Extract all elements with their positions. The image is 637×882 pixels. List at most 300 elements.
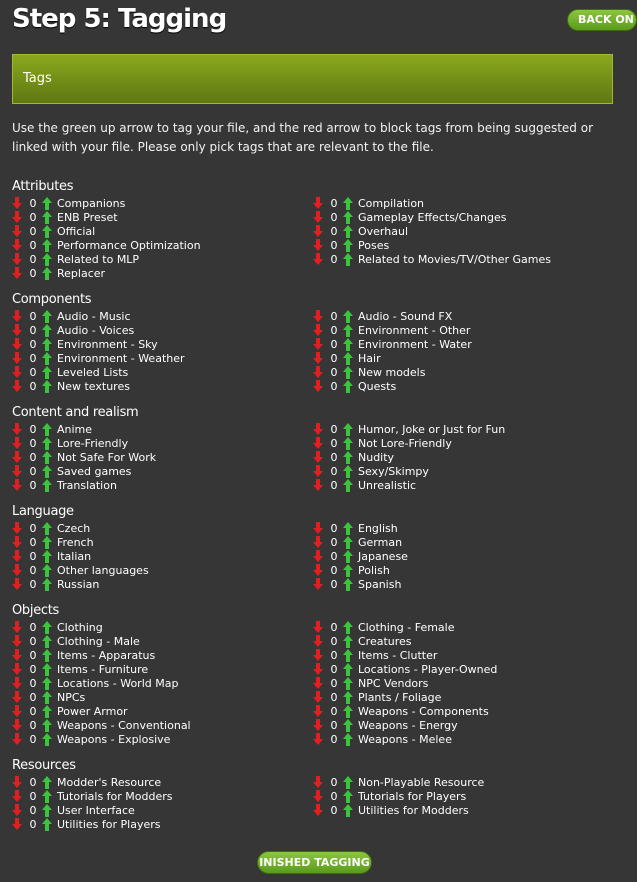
- tag-up-arrow-icon[interactable]: [343, 677, 353, 690]
- category-title: Content and realism: [12, 405, 139, 420]
- tag-row: [313, 718, 458, 732]
- tag-vote-count: 0: [29, 379, 37, 393]
- tag-row: [313, 436, 452, 450]
- tag-up-arrow-icon[interactable]: [343, 451, 353, 464]
- tag-vote-count: 0: [330, 577, 338, 591]
- tag-vote-count: 0: [29, 563, 37, 577]
- tag-up-arrow-icon[interactable]: [343, 437, 353, 450]
- tag-up-arrow-icon[interactable]: [343, 719, 353, 732]
- tag-label: Lore-Friendly: [57, 436, 129, 450]
- tag-up-arrow-icon[interactable]: [343, 380, 353, 393]
- tag-row: [313, 309, 452, 323]
- tag-row: [12, 252, 139, 266]
- block-tag-arrow-icon[interactable]: [12, 536, 22, 549]
- tag-vote-count: 0: [330, 323, 338, 337]
- tag-vote-count: 0: [29, 634, 37, 648]
- tag-up-arrow-icon[interactable]: [343, 621, 353, 634]
- tag-label: Items - Clutter: [358, 648, 438, 662]
- tag-row: [12, 662, 148, 676]
- tag-label: Tutorials for Modders: [57, 789, 173, 803]
- tag-up-arrow-icon[interactable]: [42, 776, 52, 789]
- tag-row: [313, 732, 452, 746]
- tag-up-arrow-icon[interactable]: [42, 564, 52, 577]
- block-tag-arrow-icon[interactable]: [12, 423, 22, 436]
- tag-up-arrow-icon[interactable]: [343, 649, 353, 662]
- tag-row: [12, 817, 160, 831]
- tag-label: Weapons - Components: [358, 704, 489, 718]
- block-tag-arrow-icon[interactable]: [12, 621, 22, 634]
- block-tag-arrow-icon[interactable]: [12, 804, 22, 817]
- tag-up-arrow-icon[interactable]: [343, 253, 353, 266]
- tag-label: Clothing: [57, 620, 103, 634]
- tag-up-arrow-icon[interactable]: [343, 479, 353, 492]
- block-tag-arrow-icon[interactable]: [12, 578, 22, 591]
- tag-up-arrow-icon[interactable]: [42, 267, 52, 280]
- tag-label: Locations - Player-Owned: [358, 662, 498, 676]
- tag-label: Anime: [57, 422, 93, 436]
- tag-row: [12, 732, 170, 746]
- tag-row: [12, 266, 105, 280]
- block-tag-arrow-icon[interactable]: [313, 239, 323, 252]
- tag-label: Utilities for Modders: [358, 803, 469, 817]
- block-tag-arrow-icon[interactable]: [313, 691, 323, 704]
- block-tag-arrow-icon[interactable]: [313, 564, 323, 577]
- block-tag-arrow-icon[interactable]: [12, 352, 22, 365]
- tag-vote-count: 0: [330, 662, 338, 676]
- tag-row: [12, 351, 185, 365]
- tag-row: [313, 690, 441, 704]
- tag-vote-count: 0: [29, 478, 37, 492]
- tag-up-arrow-icon[interactable]: [42, 479, 52, 492]
- tag-row: [313, 521, 398, 535]
- tag-vote-count: 0: [29, 817, 37, 831]
- block-tag-arrow-icon[interactable]: [313, 253, 323, 266]
- tag-vote-count: 0: [330, 422, 338, 436]
- tag-vote-count: 0: [29, 718, 37, 732]
- tag-up-arrow-icon[interactable]: [42, 211, 52, 224]
- tag-row: [313, 676, 428, 690]
- block-tag-arrow-icon[interactable]: [12, 310, 22, 323]
- tag-row: [313, 351, 381, 365]
- block-tag-arrow-icon[interactable]: [313, 719, 323, 732]
- block-tag-arrow-icon[interactable]: [12, 253, 22, 266]
- tag-up-arrow-icon[interactable]: [42, 818, 52, 831]
- tag-label: Compilation: [358, 196, 425, 210]
- tag-up-arrow-icon[interactable]: [42, 691, 52, 704]
- tag-up-arrow-icon[interactable]: [42, 465, 52, 478]
- tag-vote-count: 0: [330, 620, 338, 634]
- block-tag-arrow-icon[interactable]: [12, 663, 22, 676]
- tag-label: Humor, Joke or Just for Fun: [358, 422, 506, 436]
- tag-label: Poses: [358, 238, 390, 252]
- block-tag-arrow-icon[interactable]: [313, 380, 323, 393]
- tag-vote-count: 0: [330, 718, 338, 732]
- block-tag-arrow-icon[interactable]: [12, 324, 22, 337]
- tag-row: [12, 803, 135, 817]
- block-tag-arrow-icon[interactable]: [313, 352, 323, 365]
- tag-label: Hair: [358, 351, 381, 365]
- tag-vote-count: 0: [29, 732, 37, 746]
- tags-section-label: Tags: [23, 71, 52, 86]
- tag-row: [313, 422, 505, 436]
- tag-label: Polish: [358, 563, 390, 577]
- tag-row: [313, 323, 470, 337]
- tag-up-arrow-icon[interactable]: [42, 423, 52, 436]
- block-tag-arrow-icon[interactable]: [12, 437, 22, 450]
- page-title: Step 5: Tagging: [12, 4, 227, 34]
- tag-row: [12, 718, 191, 732]
- tag-up-arrow-icon[interactable]: [343, 790, 353, 803]
- tag-label: Not Lore-Friendly: [358, 436, 452, 450]
- tag-vote-count: 0: [29, 196, 37, 210]
- tag-up-arrow-icon[interactable]: [343, 338, 353, 351]
- tag-row: [12, 238, 201, 252]
- tag-up-arrow-icon[interactable]: [343, 733, 353, 746]
- tag-label: French: [57, 535, 94, 549]
- tag-label: NPCs: [57, 690, 86, 704]
- tag-row: [313, 648, 437, 662]
- block-tag-arrow-icon[interactable]: [313, 705, 323, 718]
- tag-row: [12, 337, 158, 351]
- tag-label: Related to MLP: [57, 252, 140, 266]
- tag-vote-count: 0: [330, 690, 338, 704]
- tag-up-arrow-icon[interactable]: [42, 451, 52, 464]
- tag-vote-count: 0: [29, 252, 37, 266]
- tag-vote-count: 0: [29, 775, 37, 789]
- tag-vote-count: 0: [29, 620, 37, 634]
- block-tag-arrow-icon[interactable]: [313, 663, 323, 676]
- block-tag-arrow-icon[interactable]: [313, 804, 323, 817]
- tag-up-arrow-icon[interactable]: [42, 621, 52, 634]
- tag-row: [313, 563, 390, 577]
- tag-vote-count: 0: [29, 577, 37, 591]
- tag-row: [313, 549, 408, 563]
- tag-label: Performance Optimization: [57, 238, 201, 252]
- block-tag-arrow-icon[interactable]: [12, 649, 22, 662]
- tag-label: ENB Preset: [57, 210, 118, 224]
- tag-label: Weapons - Energy: [358, 718, 458, 732]
- tag-row: [313, 464, 429, 478]
- block-tag-arrow-icon[interactable]: [12, 479, 22, 492]
- block-tag-arrow-icon[interactable]: [12, 677, 22, 690]
- tag-up-arrow-icon[interactable]: [343, 804, 353, 817]
- tag-up-arrow-icon[interactable]: [42, 635, 52, 648]
- tag-row: [12, 309, 131, 323]
- tag-vote-count: 0: [29, 323, 37, 337]
- tag-up-arrow-icon[interactable]: [42, 649, 52, 662]
- tag-up-arrow-icon[interactable]: [343, 663, 353, 676]
- tag-up-arrow-icon[interactable]: [343, 239, 353, 252]
- tag-up-arrow-icon[interactable]: [343, 366, 353, 379]
- block-tag-arrow-icon[interactable]: [313, 649, 323, 662]
- tag-vote-count: 0: [330, 789, 338, 803]
- tag-up-arrow-icon[interactable]: [42, 536, 52, 549]
- block-tag-arrow-icon[interactable]: [313, 621, 323, 634]
- tag-up-arrow-icon[interactable]: [42, 310, 52, 323]
- tag-label: Japanese: [358, 549, 408, 563]
- tag-label: Clothing - Female: [358, 620, 455, 634]
- tag-up-arrow-icon[interactable]: [343, 225, 353, 238]
- block-tag-arrow-icon[interactable]: [12, 522, 22, 535]
- tag-row: [12, 422, 92, 436]
- tag-label: Russian: [57, 577, 100, 591]
- tag-vote-count: 0: [29, 351, 37, 365]
- tag-vote-count: 0: [330, 196, 338, 210]
- block-tag-arrow-icon[interactable]: [12, 225, 22, 238]
- tag-label: Replacer: [57, 266, 106, 280]
- tag-row: [313, 577, 401, 591]
- block-tag-arrow-icon[interactable]: [12, 197, 22, 210]
- tag-label: Nudity: [358, 450, 395, 464]
- tag-label: New textures: [57, 379, 130, 393]
- block-tag-arrow-icon[interactable]: [313, 324, 323, 337]
- block-tag-arrow-icon[interactable]: [12, 366, 22, 379]
- block-tag-arrow-icon[interactable]: [313, 733, 323, 746]
- tag-vote-count: 0: [29, 365, 37, 379]
- tag-row: [12, 634, 140, 648]
- tag-up-arrow-icon[interactable]: [343, 635, 353, 648]
- tag-vote-count: 0: [29, 690, 37, 704]
- block-tag-arrow-icon[interactable]: [12, 790, 22, 803]
- tag-vote-count: 0: [330, 478, 338, 492]
- block-tag-arrow-icon[interactable]: [313, 776, 323, 789]
- tag-vote-count: 0: [29, 210, 37, 224]
- tag-row: [313, 620, 455, 634]
- tag-vote-count: 0: [330, 775, 338, 789]
- tag-row: [313, 252, 551, 266]
- tag-vote-count: 0: [29, 521, 37, 535]
- tag-up-arrow-icon[interactable]: [42, 324, 52, 337]
- tag-label: Audio - Voices: [57, 323, 135, 337]
- tag-vote-count: 0: [29, 238, 37, 252]
- tag-row: [12, 549, 91, 563]
- tag-up-arrow-icon[interactable]: [343, 578, 353, 591]
- block-tag-arrow-icon[interactable]: [313, 423, 323, 436]
- tag-row: [12, 521, 90, 535]
- block-tag-arrow-icon[interactable]: [12, 705, 22, 718]
- block-tag-arrow-icon[interactable]: [12, 239, 22, 252]
- tag-up-arrow-icon[interactable]: [42, 197, 52, 210]
- tag-row: [313, 535, 402, 549]
- tag-vote-count: 0: [29, 436, 37, 450]
- block-tag-arrow-icon[interactable]: [12, 211, 22, 224]
- tag-vote-count: 0: [330, 704, 338, 718]
- tag-label: User Interface: [57, 803, 135, 817]
- tag-up-arrow-icon[interactable]: [42, 239, 52, 252]
- tag-vote-count: 0: [330, 563, 338, 577]
- tag-up-arrow-icon[interactable]: [42, 437, 52, 450]
- tag-row: [313, 238, 389, 252]
- block-tag-arrow-icon[interactable]: [313, 522, 323, 535]
- block-tag-arrow-icon[interactable]: [12, 691, 22, 704]
- tag-up-arrow-icon[interactable]: [343, 776, 353, 789]
- tag-label: Power Armor: [57, 704, 128, 718]
- block-tag-arrow-icon[interactable]: [12, 550, 22, 563]
- tag-up-arrow-icon[interactable]: [343, 550, 353, 563]
- tag-row: [313, 704, 489, 718]
- tag-row: [313, 337, 472, 351]
- tag-up-arrow-icon[interactable]: [42, 663, 52, 676]
- block-tag-arrow-icon[interactable]: [12, 380, 22, 393]
- block-tag-arrow-icon[interactable]: [313, 536, 323, 549]
- tag-vote-count: 0: [29, 549, 37, 563]
- tag-row: [12, 620, 103, 634]
- tag-row: [313, 379, 396, 393]
- tag-row: [313, 478, 416, 492]
- tag-up-arrow-icon[interactable]: [343, 536, 353, 549]
- tag-vote-count: 0: [29, 266, 37, 280]
- tag-row: [313, 365, 425, 379]
- tag-label: Tutorials for Players: [358, 789, 467, 803]
- block-tag-arrow-icon[interactable]: [313, 197, 323, 210]
- block-tag-arrow-icon[interactable]: [313, 550, 323, 563]
- tag-row: [12, 323, 134, 337]
- block-tag-arrow-icon[interactable]: [12, 719, 22, 732]
- tag-row: [12, 775, 161, 789]
- tag-label: Related to Movies/TV/Other Games: [358, 252, 551, 266]
- tag-up-arrow-icon[interactable]: [343, 564, 353, 577]
- block-tag-arrow-icon[interactable]: [12, 776, 22, 789]
- tag-up-arrow-icon[interactable]: [42, 804, 52, 817]
- category-title: Attributes: [12, 179, 74, 194]
- tag-vote-count: 0: [330, 337, 338, 351]
- tag-up-arrow-icon[interactable]: [343, 211, 353, 224]
- tag-row: [12, 210, 118, 224]
- category-title: Language: [12, 504, 74, 519]
- tag-up-arrow-icon[interactable]: [343, 324, 353, 337]
- tag-label: Gameplay Effects/Changes: [358, 210, 507, 224]
- tag-vote-count: 0: [330, 521, 338, 535]
- block-tag-arrow-icon[interactable]: [12, 267, 22, 280]
- tag-label: Weapons - Conventional: [57, 718, 191, 732]
- tag-up-arrow-icon[interactable]: [343, 423, 353, 436]
- block-tag-arrow-icon[interactable]: [313, 465, 323, 478]
- tag-vote-count: 0: [330, 252, 338, 266]
- tag-label: Utilities for Players: [57, 817, 161, 831]
- tag-up-arrow-icon[interactable]: [42, 253, 52, 266]
- tag-row: [12, 379, 130, 393]
- tag-label: Items - Apparatus: [57, 648, 156, 662]
- block-tag-arrow-icon[interactable]: [313, 225, 323, 238]
- tag-up-arrow-icon[interactable]: [42, 733, 52, 746]
- tag-label: Quests: [358, 379, 397, 393]
- tag-label: Unrealistic: [358, 478, 417, 492]
- block-tag-arrow-icon[interactable]: [12, 635, 22, 648]
- tag-row: [12, 365, 128, 379]
- tag-up-arrow-icon[interactable]: [343, 352, 353, 365]
- tag-up-arrow-icon[interactable]: [42, 522, 52, 535]
- tag-up-arrow-icon[interactable]: [42, 578, 52, 591]
- tag-vote-count: 0: [330, 676, 338, 690]
- block-tag-arrow-icon[interactable]: [12, 451, 22, 464]
- tag-row: [12, 224, 95, 238]
- tag-up-arrow-icon[interactable]: [42, 380, 52, 393]
- block-tag-arrow-icon[interactable]: [12, 733, 22, 746]
- tag-label: Sexy/Skimpy: [358, 464, 429, 478]
- tag-vote-count: 0: [29, 464, 37, 478]
- block-tag-arrow-icon[interactable]: [12, 465, 22, 478]
- tag-label: Environment - Sky: [57, 337, 158, 351]
- tag-vote-count: 0: [330, 224, 338, 238]
- tag-vote-count: 0: [29, 224, 37, 238]
- block-tag-arrow-icon[interactable]: [313, 635, 323, 648]
- tag-vote-count: 0: [330, 464, 338, 478]
- tag-row: [313, 634, 412, 648]
- block-tag-arrow-icon[interactable]: [12, 338, 22, 351]
- tag-label: Modder's Resource: [57, 775, 162, 789]
- tag-label: Translation: [57, 478, 117, 492]
- tag-label: Items - Furniture: [57, 662, 149, 676]
- tag-vote-count: 0: [330, 379, 338, 393]
- block-tag-arrow-icon[interactable]: [313, 790, 323, 803]
- block-tag-arrow-icon[interactable]: [313, 677, 323, 690]
- tag-label: Audio - Music: [57, 309, 131, 323]
- tag-vote-count: 0: [330, 351, 338, 365]
- tag-row: [12, 577, 99, 591]
- tag-up-arrow-icon[interactable]: [343, 691, 353, 704]
- tag-label: Locations - World Map: [57, 676, 179, 690]
- tag-up-arrow-icon[interactable]: [343, 522, 353, 535]
- tag-up-arrow-icon[interactable]: [343, 197, 353, 210]
- tag-up-arrow-icon[interactable]: [42, 352, 52, 365]
- tag-row: [12, 464, 131, 478]
- tag-vote-count: 0: [330, 634, 338, 648]
- tag-up-arrow-icon[interactable]: [42, 366, 52, 379]
- block-tag-arrow-icon[interactable]: [313, 310, 323, 323]
- tag-vote-count: 0: [330, 436, 338, 450]
- tag-vote-count: 0: [330, 803, 338, 817]
- tag-up-arrow-icon[interactable]: [42, 550, 52, 563]
- tag-up-arrow-icon[interactable]: [42, 225, 52, 238]
- block-tag-arrow-icon[interactable]: [313, 211, 323, 224]
- tag-row: [12, 676, 178, 690]
- tag-label: Weapons - Explosive: [57, 732, 171, 746]
- tag-label: Other languages: [57, 563, 149, 577]
- block-tag-arrow-icon[interactable]: [313, 338, 323, 351]
- tag-vote-count: 0: [29, 789, 37, 803]
- tag-row: [313, 803, 469, 817]
- tag-vote-count: 0: [330, 450, 338, 464]
- tag-up-arrow-icon[interactable]: [343, 705, 353, 718]
- block-tag-arrow-icon[interactable]: [12, 564, 22, 577]
- back-button[interactable]: BACK ON: [567, 9, 637, 31]
- tag-up-arrow-icon[interactable]: [42, 719, 52, 732]
- tag-row: [313, 775, 484, 789]
- tag-vote-count: 0: [29, 450, 37, 464]
- tag-row: [12, 648, 155, 662]
- block-tag-arrow-icon[interactable]: [12, 818, 22, 831]
- tag-up-arrow-icon[interactable]: [42, 790, 52, 803]
- block-tag-arrow-icon[interactable]: [313, 437, 323, 450]
- tag-up-arrow-icon[interactable]: [42, 338, 52, 351]
- tag-vote-count: 0: [330, 309, 338, 323]
- block-tag-arrow-icon[interactable]: [313, 578, 323, 591]
- tag-up-arrow-icon[interactable]: [42, 705, 52, 718]
- tag-row: [313, 224, 408, 238]
- tag-row: [12, 478, 117, 492]
- tag-label: Environment - Other: [358, 323, 471, 337]
- tag-row: [12, 563, 149, 577]
- tag-row: [313, 210, 506, 224]
- tag-up-arrow-icon[interactable]: [42, 677, 52, 690]
- tag-up-arrow-icon[interactable]: [343, 310, 353, 323]
- tag-vote-count: 0: [29, 676, 37, 690]
- tag-up-arrow-icon[interactable]: [343, 465, 353, 478]
- block-tag-arrow-icon[interactable]: [313, 451, 323, 464]
- finished-tagging-button[interactable]: INISHED TAGGING: [257, 851, 372, 874]
- block-tag-arrow-icon[interactable]: [313, 479, 323, 492]
- block-tag-arrow-icon[interactable]: [313, 366, 323, 379]
